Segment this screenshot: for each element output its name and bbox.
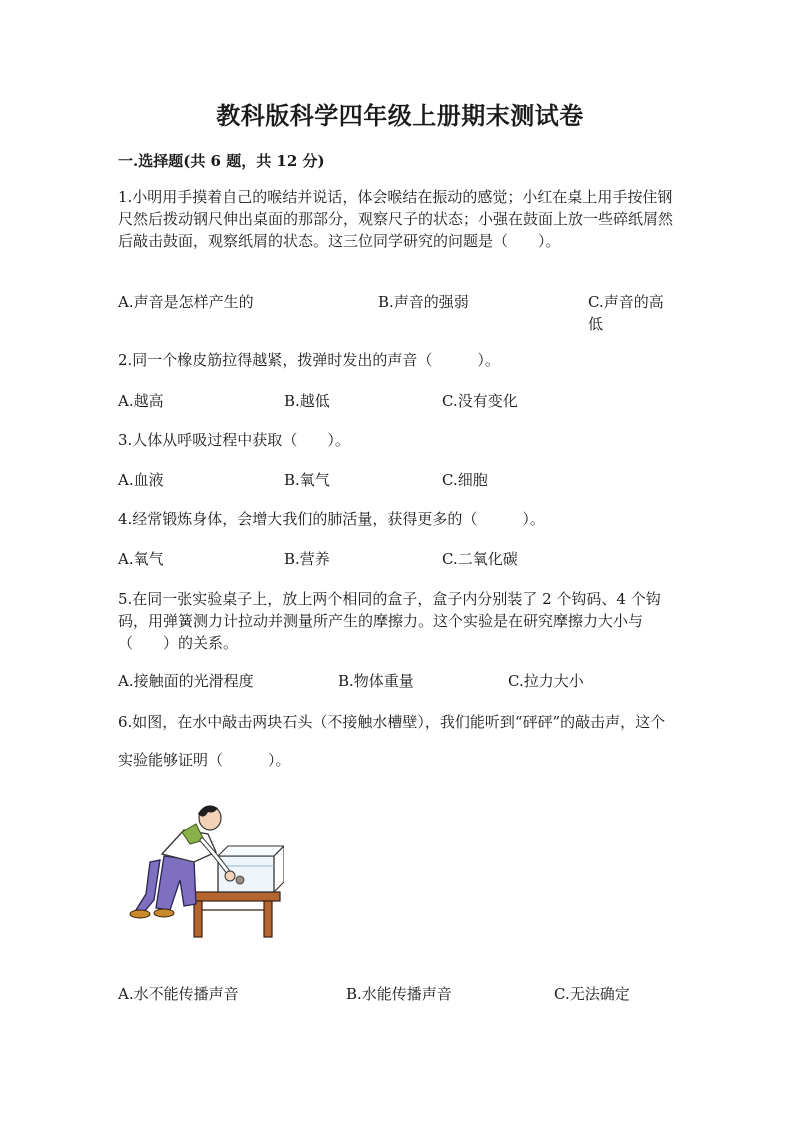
question-5-options [118, 670, 678, 692]
question-2-option-b: B.越低 [284, 392, 330, 410]
question-3-text: 3.人体从呼吸过程中获取（ ）。 [118, 431, 350, 449]
question-2-text: 2.同一个橡皮筋拉得越紧，拨弹时发出的声音（ ）。 [118, 351, 500, 369]
question-1-option-a: A.声音是怎样产生的 [118, 293, 254, 311]
question-4-option-b: B.营养 [284, 550, 330, 568]
section-heading: 一.选择题(共 6 题，共 12 分) [118, 152, 325, 170]
question-5-option-b: B.物体重量 [338, 672, 414, 690]
question-6-text: 6.如图，在水中敲击两块石头（不接触水槽壁），我们能听到“砰砰”的敲击声，这个实验能够证明（ ）。 [118, 713, 666, 769]
child-tank-illustration [124, 800, 284, 940]
question-2-options [118, 390, 678, 412]
question-3-options [118, 469, 678, 491]
question-4-option-c: C.二氧化碳 [442, 550, 518, 568]
question-4-option-a: A.氧气 [118, 550, 164, 568]
question-1-option-c: C.声音的高低 [588, 293, 664, 333]
question-3-option-c: C.细胞 [442, 471, 488, 489]
question-5-text: 5.在同一张实验桌子上，放上两个相同的盒子，盒子内分别装了 2 个钩码、4 个钩码，用弹簧测力计拉动并测量所产生的摩擦力。这个实验是在研究摩擦力大小与（ ）的关系。 [118, 590, 661, 652]
question-2-option-a: A.越高 [118, 392, 164, 410]
question-1-option-b: B.声音的强弱 [378, 293, 469, 311]
question-6-option-a: A.水不能传播声音 [118, 985, 239, 1003]
question-3-option-b: B.氧气 [284, 471, 330, 489]
question-1-text: 1.小明用手摸着自己的喉结并说话，体会喉结在振动的感觉；小红在桌上用手按住钢尺然后拨动钢尺伸出桌面的那部分，观察尺子的状态；小强在鼓面上放一些碎纸屑然后敲击鼓面，观察纸屑的状态。这三位同学研究的问题是（ ）。 [118, 188, 674, 250]
question-3-option-a: A.血液 [118, 471, 164, 489]
page-title: 教科版科学四年级上册期末测试卷 [216, 101, 584, 130]
question-4-options [118, 548, 678, 570]
question-5-option-a: A.接触面的光滑程度 [118, 672, 254, 690]
question-6-options [118, 983, 678, 1005]
question-6-option-b: B.水能传播声音 [346, 985, 452, 1003]
question-1-options [118, 291, 678, 335]
question-6-option-c: C.无法确定 [554, 985, 630, 1003]
question-4-text: 4.经常锻炼身体，会增大我们的肺活量，获得更多的（ ）。 [118, 510, 545, 528]
question-2-option-c: C.没有变化 [442, 392, 518, 410]
table-shape [186, 892, 280, 937]
question-5-option-c: C.拉力大小 [508, 672, 584, 690]
